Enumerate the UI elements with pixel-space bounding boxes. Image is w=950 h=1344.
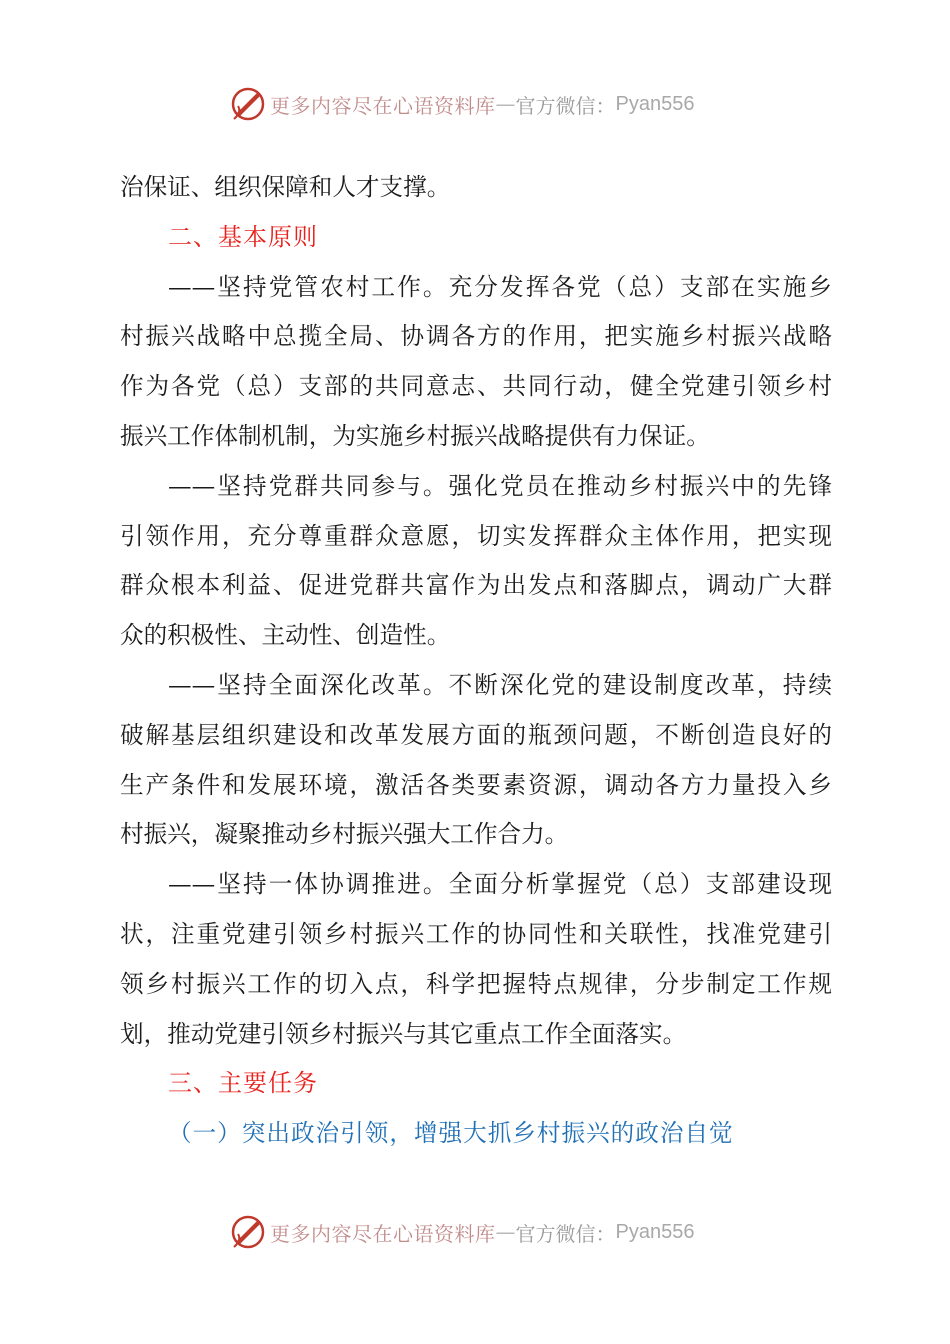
paragraph-line: 村振兴，凝聚推动乡村振兴强大工作合力。 [120, 820, 569, 849]
paragraph-line: 振兴工作体制机制，为实施乡村振兴战略提供有力保证。 [120, 421, 710, 450]
paragraph-line: 治保证、组织保障和人才支撑。 [120, 173, 451, 201]
footer-watermark [228, 1212, 694, 1252]
document-body [120, 163, 832, 1159]
paragraph-line: 村振兴战略中总揽全局、协调各方的作用，把实施乡村振兴战略 [120, 322, 832, 351]
header-watermark [228, 84, 694, 124]
watermark-wechat-id: Pyan556 [615, 1220, 695, 1243]
paragraph-line: 作为各党（总）支部的共同意志、共同行动，健全党建引领乡村 [120, 372, 832, 401]
paragraph-line: 领乡村振兴工作的切入点，科学把握特点规律，分步制定工作规 [120, 969, 832, 998]
pen-logo-icon [228, 84, 268, 124]
paragraph-line: 状，注重党建引领乡村振兴工作的协同性和关联性，找准党建引 [120, 919, 832, 948]
watermark-wechat-id: Pyan556 [615, 92, 695, 115]
paragraph-line: 引领作用，充分尊重群众意愿，切实发挥群众主体作用，把实现 [120, 521, 832, 550]
section-heading-principles: 二、基本原则 [168, 222, 318, 251]
paragraph-line: 划，推动党建引领乡村振兴与其它重点工作全面落实。 [120, 1019, 687, 1048]
paragraph-line: ——坚持党管农村工作。充分发挥各党（总）支部在实施乡 [168, 272, 832, 301]
pen-logo-icon [228, 1212, 268, 1252]
watermark-label: 官方微信： [515, 93, 616, 118]
watermark-text: 更多内容尽在心语资料库 [270, 93, 496, 118]
paragraph-line: ——坚持党群共同参与。强化党员在推动乡村振兴中的先锋 [168, 471, 832, 500]
paragraph-line: ——坚持全面深化改革。不断深化党的建设制度改革，持续 [168, 670, 832, 699]
paragraph-line: 破解基层组织建设和改革发展方面的瓶颈问题，不断创造良好的 [120, 720, 832, 749]
paragraph-line: 生产条件和发展环境，激活各类要素资源，调动各方力量投入乡 [120, 770, 832, 799]
paragraph-line: 众的积极性、主动性、创造性。 [120, 621, 451, 650]
watermark-separator: — [495, 1220, 516, 1244]
section-heading-main-tasks: 三、主要任务 [168, 1069, 318, 1098]
watermark-separator: — [495, 92, 516, 116]
paragraph-line: 群众根本利益、促进党群共富作为出发点和落脚点，调动广大群 [120, 571, 832, 600]
watermark-text: 更多内容尽在心语资料库 [270, 1221, 496, 1246]
watermark-label: 官方微信： [515, 1221, 616, 1246]
subsection-heading: （一）突出政治引领，增强大抓乡村振兴的政治自觉 [168, 1119, 734, 1148]
paragraph-line: ——坚持一体协调推进。全面分析掌握党（总）支部建设现 [168, 870, 832, 899]
